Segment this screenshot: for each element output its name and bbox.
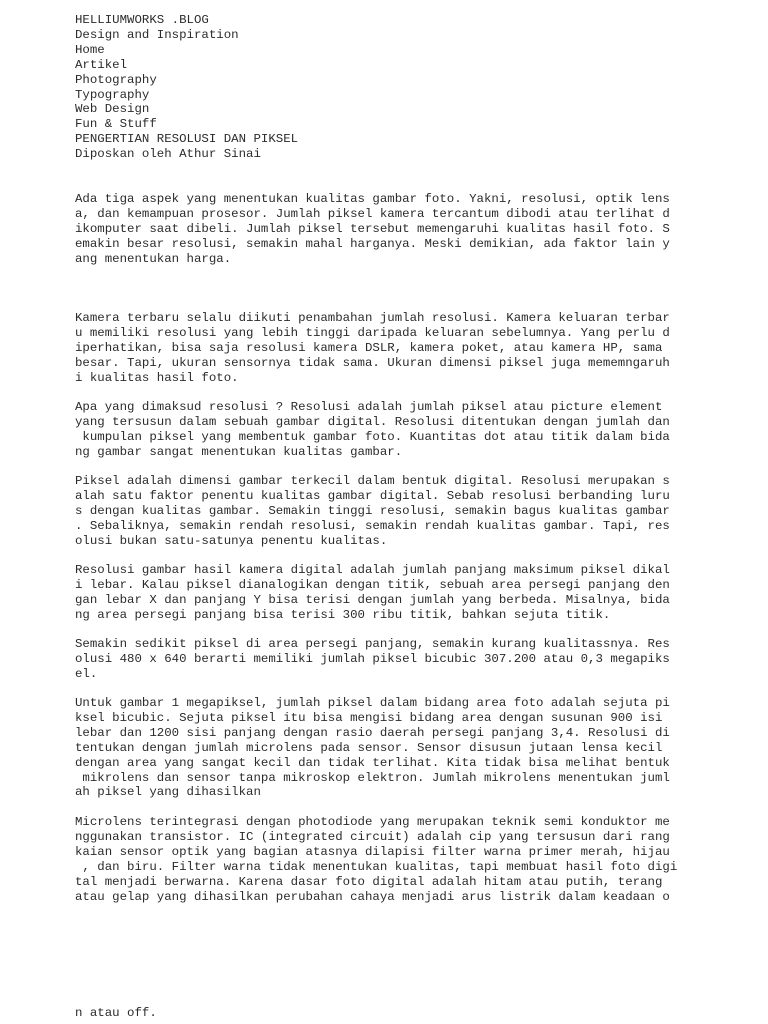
nav-link-home[interactable]: Home (75, 42, 105, 57)
nav-link-artikel[interactable]: Artikel (75, 57, 128, 72)
post-title: PENGERTIAN RESOLUSI DAN PIKSEL (75, 132, 299, 147)
paragraph-line: kaian sensor optik yang bagian atasnya dilapisi filter warna primer merah, hijau (75, 844, 670, 859)
paragraph-line: ksel bicubic. Sejuta piksel itu bisa mengisi bidang area dengan susunan 900 isi (75, 710, 663, 725)
paragraph (75, 563, 695, 623)
paragraph-line: Kamera terbaru selalu diikuti penambahan jumlah resolusi. Kamera keluaran terbar (75, 311, 670, 325)
paragraph-line: Semakin sedikit piksel di area persegi panjang, semakin kurang kualitassnya. Res (75, 637, 670, 651)
paragraph-line: olusi 480 x 640 berarti memiliki jumlah piksel bicubic 307.200 atau 0,3 megapiks (75, 651, 670, 666)
nav-link-typography[interactable]: Typography (75, 87, 150, 102)
paragraph (75, 815, 695, 904)
paragraph-line: i kualitas hasil foto. (75, 370, 239, 385)
paragraph (75, 192, 695, 267)
paragraph-line: yang tersusun dalam sebuah gambar digital. Resolusi ditentukan dengan jumlah dan (75, 414, 670, 429)
paragraph-line: u memiliki resolusi yang lebih tinggi daripada keluaran sebelumnya. Yang perlu d (75, 325, 670, 340)
paragraph-line: el. (75, 666, 98, 681)
site-tagline: Design and Inspiration (75, 27, 239, 42)
paragraph-line: i lebar. Kalau piksel dianalogikan dengan titik, sebuah area persegi panjang den (75, 577, 670, 592)
paragraph-line: ng area persegi panjang bisa terisi 300 ribu titik, bahkan sejuta titik. (75, 607, 611, 622)
nav-link-fun-stuff[interactable]: Fun & Stuff (75, 117, 157, 132)
paragraph-line: gan lebar X dan panjang Y bisa terisi dengan jumlah yang berbeda. Misalnya, bida (75, 592, 670, 607)
paragraph-line: dengan area yang sangat kecil dan tidak terlihat. Kita tidak bisa melihat bentuk (75, 755, 670, 770)
paragraph-line: ikomputer saat dibeli. Jumlah piksel tersebut memengaruhi kualitas hasil foto. S (75, 221, 670, 236)
site-name-link[interactable]: HELLIUMWORKS .BLOG (75, 13, 209, 27)
paragraph (75, 637, 695, 682)
post-byline: Diposkan oleh Athur Sinai (75, 147, 261, 162)
paragraph-line: Untuk gambar 1 megapiksel, jumlah piksel dalam bidang area foto adalah sejuta pi (75, 696, 670, 710)
paragraph-line: Apa yang dimaksud resolusi ? Resolusi adalah jumlah piksel atau picture element (75, 400, 663, 414)
paragraph (75, 696, 695, 800)
paragraph-line: Piksel adalah dimensi gambar terkecil dalam bentuk digital. Resolusi merupakan s (75, 474, 670, 488)
paragraph-line: mikrolens dan sensor tanpa mikroskop elektron. Jumlah mikrolens menentukan juml (75, 770, 670, 785)
paragraph-line: alah satu faktor penentu kualitas gambar digital. Sebab resolusi berbanding luru (75, 488, 670, 503)
paragraph (75, 400, 695, 460)
paragraph (75, 311, 695, 386)
paragraph (75, 474, 695, 549)
paragraph-line: tal menjadi berwarna. Karena dasar foto digital adalah hitam atau putih, terang (75, 874, 663, 889)
paragraph (75, 1006, 695, 1021)
paragraph-line: atau gelap yang dihasilkan perubahan cahaya menjadi arus listrik dalam keadaan o (75, 889, 670, 904)
paragraph-line: n atau off. (75, 1006, 157, 1020)
paragraph-line: ang menentukan harga. (75, 251, 232, 266)
paragraph-line: iperhatikan, bisa saja resolusi kamera DSLR, kamera poket, atau kamera HP, sama (75, 340, 663, 355)
paragraph-line: lebar dan 1200 sisi panjang dengan rasio daerah persegi panjang 3,4. Resolusi di (75, 725, 670, 740)
paragraph-line: , dan biru. Filter warna tidak menentukan kualitas, tapi membuat hasil foto digi (75, 859, 678, 874)
paragraph-line: a, dan kemampuan prosesor. Jumlah piksel kamera tercantum dibodi atau terlihat d (75, 206, 670, 221)
paragraph-line: s dengan kualitas gambar. Semakin tinggi resolusi, semakin bagus kualitas gambar (75, 503, 670, 518)
paragraph-line: nggunakan transistor. IC (integrated circuit) adalah cip yang tersusun dari rang (75, 829, 670, 844)
paragraph-line: emakin besar resolusi, semakin mahal harganya. Meski demikian, ada faktor lain y (75, 236, 670, 251)
paragraph-line: tentukan dengan jumlah microlens pada sensor. Sensor disusun jutaan lensa kecil (75, 740, 663, 755)
nav-link-web-design[interactable]: Web Design (75, 102, 150, 117)
nav-link-photography[interactable]: Photography (75, 72, 157, 87)
paragraph-line: Resolusi gambar hasil kamera digital adalah jumlah panjang maksimum piksel dikal (75, 563, 670, 577)
blog-header (75, 13, 695, 162)
paragraph-line: ah piksel yang dihasilkan (75, 785, 261, 800)
paragraph-line: Microlens terintegrasi dengan photodiode yang merupakan teknik semi konduktor me (75, 815, 670, 829)
paragraph-line: kumpulan piksel yang membentuk gambar foto. Kuantitas dot atau titik dalam bida (75, 429, 670, 444)
paragraph-line: besar. Tapi, ukuran sensornya tidak sama. Ukuran dimensi piksel juga mememngaruh (75, 355, 670, 370)
paragraph-line: ng gambar sangat menentukan kualitas gambar. (75, 444, 403, 459)
paragraph-line: . Sebaliknya, semakin rendah resolusi, semakin rendah kualitas gambar. Tapi, res (75, 518, 670, 533)
paragraph-line: Ada tiga aspek yang menentukan kualitas gambar foto. Yakni, resolusi, optik lens (75, 192, 670, 206)
paragraph-line: olusi bukan satu-satunya penentu kualitas. (75, 533, 388, 548)
